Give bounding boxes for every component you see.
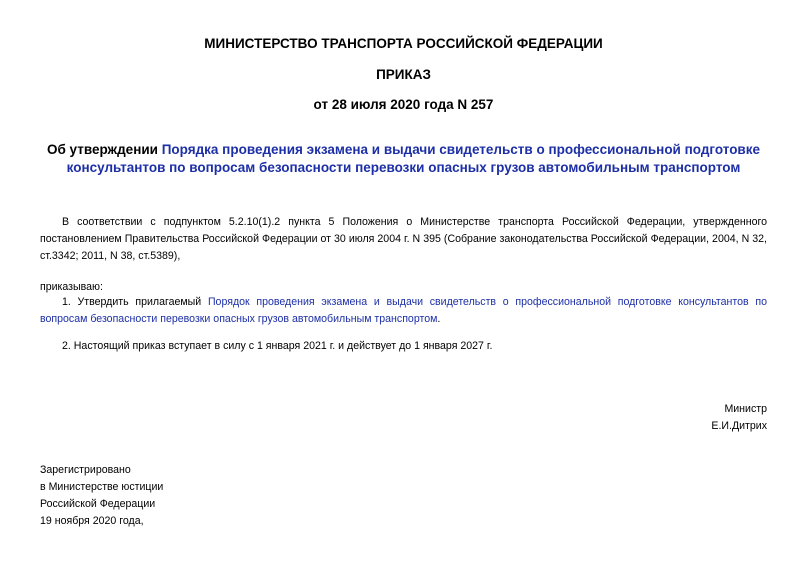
title-procedure-link[interactable]: Порядка проведения экзамена и выдачи свидетельств о профессиональной подготовке консультантов по вопросам безопасности перевозки опасных грузов автомобильным транспортом	[66, 142, 761, 175]
signature-position: Министр	[724, 403, 767, 415]
item-1-procedure-link[interactable]: Порядок проведения экзамена и выдачи свидетельств о профессиональной подготовке консультантов по вопросам безопасности перевозки опасных грузов автомобильным транспортом	[40, 296, 768, 325]
order-word: приказываю:	[40, 281, 103, 293]
registration-line-4: 19 ноября 2020 года,	[40, 515, 144, 527]
registration-line-3: Российской Федерации	[40, 498, 156, 510]
registration-line-1: Зарегистрировано	[40, 464, 131, 476]
item-1-paragraph	[40, 294, 767, 328]
preamble-paragraph: В соответствии с подпунктом 5.2.10(1).2 пункта 5 Положения о Министерстве транспорта Российской Федерации, утвержденного постановлением Правительства Российской Федерации от 30 июля 2004 г. N 395 (Собрание законодательства Российской Федерации, 2004, N 32, ст.3342; 2011, N 38, ст.5389),	[40, 216, 767, 262]
item-1-prefix: 1. Утвердить прилагаемый	[62, 296, 208, 308]
date-number-heading: от 28 июля 2020 года N 257	[313, 97, 494, 112]
signature-name: Е.И.Дитрих	[711, 420, 767, 432]
doc-type-heading: ПРИКАЗ	[376, 67, 431, 82]
ministry-heading: МИНИСТЕРСТВО ТРАНСПОРТА РОССИЙСКОЙ ФЕДЕРАЦИИ	[204, 36, 603, 51]
registration-block	[40, 462, 340, 530]
signature-block	[567, 401, 767, 435]
title-prefix: Об утверждении	[46, 142, 162, 157]
item-1-suffix: .	[437, 313, 441, 325]
registration-line-2: в Министерстве юстиции	[40, 481, 164, 493]
item-2-paragraph: 2. Настоящий приказ вступает в силу с 1 января 2021 г. и действует до 1 января 2027 г.	[62, 340, 493, 352]
document-title	[40, 141, 767, 177]
